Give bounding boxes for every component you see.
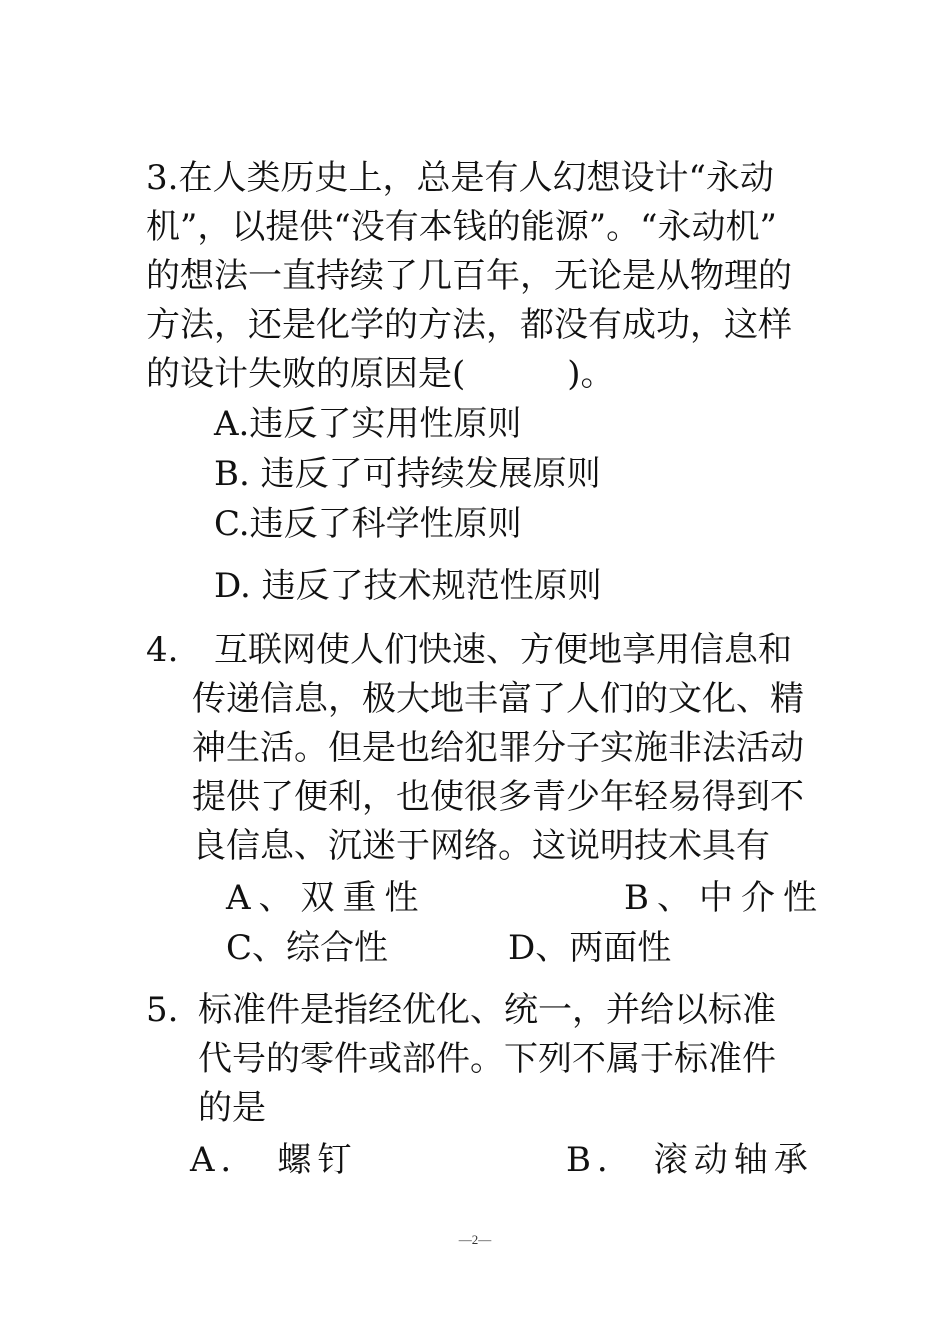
q3-option-a: A.违反了实用性原则 [214, 404, 522, 444]
q5-text-line-1: 标准件是指经优化、统一，并给以标准 [198, 990, 776, 1030]
q5-text-line-3: 的是 [198, 1088, 266, 1128]
q5-option-a: A． 螺钉 [190, 1140, 358, 1180]
q3-text-line-3: 的想法一直持续了几百年，无论是从物理的 [146, 256, 792, 296]
q3-text-line-2: 机”，以提供“没有本钱的能源”。“永动机” [146, 207, 777, 247]
page-number: —2— [458, 1232, 492, 1247]
q4-option-b: B、中介性 [624, 878, 825, 918]
q3-option-c: C.违反了科学性原则 [214, 504, 522, 544]
q3-text-line-1: 3.在人类历史上，总是有人幻想设计“永动 [146, 158, 774, 198]
q4-text-line-3: 神生活。但是也给犯罪分子实施非法活动 [192, 728, 804, 768]
q4-option-c: C、综合性 [226, 928, 389, 968]
q3-text-line-5: 的设计失败的原因是( )。 [146, 354, 615, 394]
q3-option-d: D. 违反了技术规范性原则 [214, 566, 602, 606]
q4-text-line-1: 互联网使人们快速、方便地享用信息和 [214, 630, 792, 670]
q4-option-d: D、两面性 [508, 928, 672, 968]
q4-number: 4. [146, 630, 179, 670]
q5-option-b: B． 滚动轴承 [566, 1140, 814, 1180]
q4-option-a: A、双重性 [226, 878, 427, 918]
q4-text-line-5: 良信息、沉迷于网络。这说明技术具有 [192, 826, 770, 866]
q3-text-line-4: 方法，还是化学的方法，都没有成功，这样 [146, 305, 792, 345]
q4-text-line-4: 提供了便利，也使很多青少年轻易得到不 [192, 777, 804, 817]
q5-text-line-2: 代号的零件或部件。下列不属于标准件 [198, 1039, 776, 1079]
q5-number: 5. [146, 990, 179, 1030]
q4-text-line-2: 传递信息，极大地丰富了人们的文化、精 [192, 679, 804, 719]
q3-option-b: B. 违反了可持续发展原则 [214, 454, 601, 494]
